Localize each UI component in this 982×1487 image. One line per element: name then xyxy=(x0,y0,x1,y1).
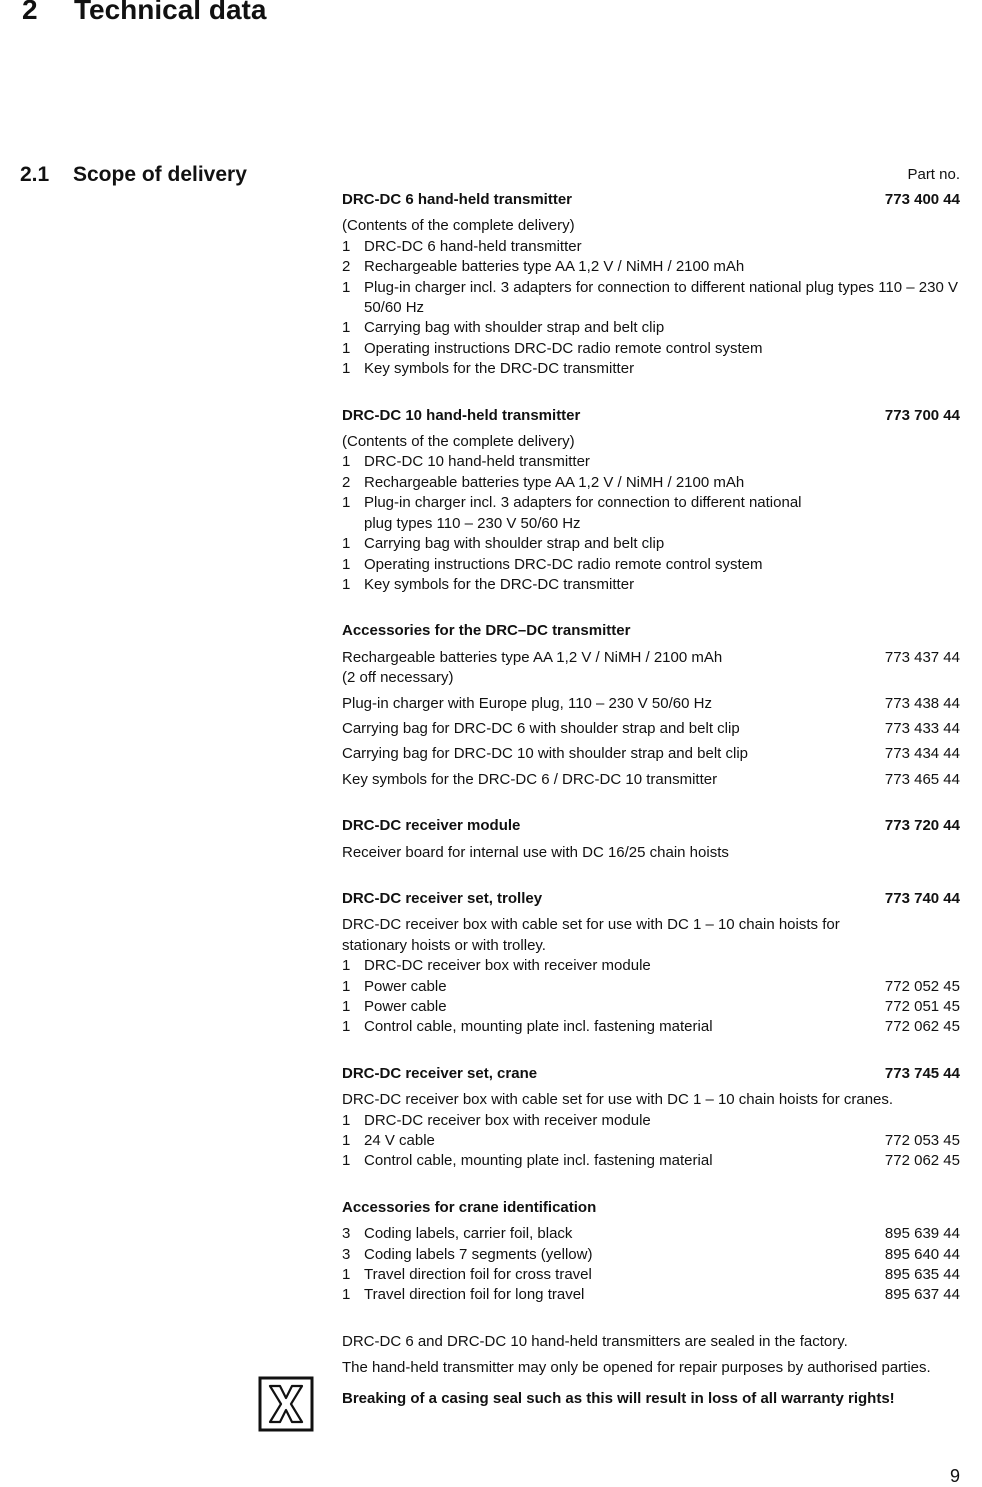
list-item xyxy=(342,956,960,976)
accessory-text: Rechargeable batteries type AA 1,2 V / NiMH / 2100 mAh xyxy=(342,648,723,666)
item-qty: 2 xyxy=(342,258,351,276)
item-text: Operating instructions DRC-DC radio remote control system xyxy=(364,339,763,357)
accessory-text: Key symbols for the DRC-DC 6 / DRC-DC 10 transmitter xyxy=(342,770,718,788)
item-text: Control cable, mounting plate incl. fastening material xyxy=(364,1152,713,1170)
receiver-crane-block xyxy=(342,1064,960,1172)
item-part-no: 895 639 44 xyxy=(884,1225,960,1243)
list-item xyxy=(342,1265,960,1285)
warranty-warning: Breaking of a casing seal such as this will result in loss of all warranty rights! xyxy=(342,1389,895,1407)
receiver-trolley-desc: DRC-DC receiver box with cable set for use with DC 1 – 10 chain hoists for stationary hoists or with trolley. xyxy=(342,916,840,954)
receiver-crane-part-no: 773 745 44 xyxy=(884,1064,960,1082)
item-qty: 1 xyxy=(342,1111,351,1129)
receiver-crane-desc: DRC-DC receiver box with cable set for use with DC 1 – 10 chain hoists for cranes. xyxy=(342,1091,894,1109)
accessory-part-no: 773 434 44 xyxy=(884,745,960,763)
item-qty: 2 xyxy=(342,473,351,491)
receiver-trolley-block xyxy=(342,889,960,1038)
item-text: Power cable xyxy=(364,998,447,1015)
item-qty: 1 xyxy=(342,1266,351,1284)
accessory-row xyxy=(342,694,960,714)
accessory-row xyxy=(342,719,960,739)
accessory-part-no: 773 465 44 xyxy=(884,770,960,788)
section-number: 2.1 xyxy=(20,163,50,186)
receiver-crane-title: DRC-DC receiver set, crane xyxy=(342,1064,538,1082)
receiver-module-desc: Receiver board for internal use with DC 16/25 chain hoists xyxy=(342,843,729,861)
accessories-crane-block xyxy=(342,1198,960,1306)
list-item xyxy=(342,1151,960,1171)
item-text: Key symbols for the DRC-DC transmitter xyxy=(364,360,635,378)
item-text: Key symbols for the DRC-DC transmitter xyxy=(364,575,635,593)
list-item xyxy=(342,473,960,493)
item-text: Plug-in charger incl. 3 adapters for connection to different national plug types 110 – 230 V 50/60 Hz xyxy=(364,278,958,317)
list-item xyxy=(342,555,960,575)
list-item xyxy=(342,977,960,997)
list-item xyxy=(342,318,960,338)
item-part-no: 772 051 45 xyxy=(884,998,960,1015)
receiver-trolley-heading xyxy=(342,889,960,909)
item-part-no: 772 062 45 xyxy=(884,1018,960,1036)
transmitter6-heading xyxy=(342,190,960,210)
item-text: 24 V cable xyxy=(364,1132,435,1150)
accessories-transmitter-heading xyxy=(342,621,960,641)
item-part-no: 772 052 45 xyxy=(884,977,960,995)
list-item xyxy=(342,452,960,472)
item-text: Travel direction foil for long travel xyxy=(364,1286,585,1304)
transmitter6-part-no: 773 400 44 xyxy=(884,191,960,208)
item-qty: 3 xyxy=(342,1245,351,1263)
item-text: Carrying bag with shoulder strap and belt clip xyxy=(364,319,665,337)
list-item xyxy=(342,237,960,257)
list-item xyxy=(342,997,960,1017)
item-text: DRC-DC 10 hand-held transmitter xyxy=(364,453,590,471)
item-part-no: 895 637 44 xyxy=(884,1286,960,1304)
receiver-trolley-title: DRC-DC receiver set, trolley xyxy=(342,889,543,907)
transmitter10-title: DRC-DC 10 hand-held transmitter xyxy=(342,406,581,424)
receiver-module-title: DRC-DC receiver module xyxy=(342,817,521,835)
item-qty: 1 xyxy=(342,339,351,357)
receiver-module-block xyxy=(342,816,960,863)
item-qty: 1 xyxy=(342,535,351,553)
accessories-transmitter-title: Accessories for the DRC–DC transmitter xyxy=(342,622,631,640)
transmitter10-block xyxy=(342,406,960,596)
chapter-title: Technical data xyxy=(74,0,267,25)
list-item xyxy=(342,534,960,554)
accessory-row xyxy=(342,744,960,764)
item-qty: 1 xyxy=(342,1286,351,1304)
item-qty: 1 xyxy=(342,998,351,1015)
item-part-no: 772 053 45 xyxy=(884,1132,960,1150)
seal-note xyxy=(342,1332,960,1409)
item-text: Rechargeable batteries type AA 1,2 V / NiMH / 2100 mAh xyxy=(364,473,745,491)
item-qty: 1 xyxy=(342,1152,351,1170)
item-qty: 1 xyxy=(342,575,351,593)
receiver-crane-heading xyxy=(342,1064,960,1084)
item-qty: 1 xyxy=(342,278,351,296)
accessory-row xyxy=(342,648,960,689)
receiver-module-heading xyxy=(342,816,960,836)
transmitter6-intro: (Contents of the complete delivery) xyxy=(342,217,575,235)
item-part-no xyxy=(872,956,960,976)
chapter-number: 2 xyxy=(22,0,38,25)
item-qty: 1 xyxy=(342,1018,351,1036)
transmitter10-intro: (Contents of the complete delivery) xyxy=(342,433,575,451)
item-qty: 1 xyxy=(342,1132,351,1150)
item-text: DRC-DC receiver box with receiver module xyxy=(364,957,651,975)
accessory-text: Plug-in charger with Europe plug, 110 – 230 V 50/60 Hz xyxy=(342,694,712,712)
accessory-part-no: 773 438 44 xyxy=(884,694,960,712)
list-item xyxy=(342,1285,960,1305)
list-item xyxy=(342,1111,960,1131)
item-text: Travel direction foil for cross travel xyxy=(364,1266,592,1284)
item-qty: 1 xyxy=(342,360,351,378)
list-item xyxy=(342,359,960,379)
item-part-no: 895 640 44 xyxy=(884,1245,960,1263)
item-text: DRC-DC receiver box with receiver module xyxy=(364,1111,651,1129)
section-title: Scope of delivery xyxy=(73,163,247,186)
accessory-part-no: 773 433 44 xyxy=(884,719,960,737)
no-opening-seal-icon xyxy=(258,1376,314,1432)
accessories-crane-title: Accessories for crane identification xyxy=(342,1198,597,1216)
item-part-no xyxy=(872,1111,960,1131)
receiver-module-part-no: 773 720 44 xyxy=(884,817,960,835)
item-text: Rechargeable batteries type AA 1,2 V / NiMH / 2100 mAh xyxy=(364,258,745,276)
list-item xyxy=(342,575,960,595)
item-qty: 1 xyxy=(342,453,351,471)
note-line-2: The hand-held transmitter may only be opened for repair purposes by authorised parties. xyxy=(342,1359,931,1377)
item-text: Control cable, mounting plate incl. fastening material xyxy=(364,1018,713,1036)
item-text: Carrying bag with shoulder strap and belt clip xyxy=(364,535,665,553)
list-item xyxy=(342,278,960,319)
item-qty: 1 xyxy=(342,237,351,255)
transmitter10-part-no: 773 700 44 xyxy=(884,406,960,424)
transmitter6-block xyxy=(342,190,960,380)
receiver-trolley-part-no: 773 740 44 xyxy=(884,889,960,907)
accessory-text-note: (2 off necessary) xyxy=(342,669,454,687)
accessory-text: Carrying bag for DRC-DC 10 with shoulder strap and belt clip xyxy=(342,745,749,763)
transmitter10-heading xyxy=(342,406,960,426)
delivery-content xyxy=(342,190,960,1415)
part-no-header: Part no. xyxy=(907,166,960,183)
list-item xyxy=(342,1245,960,1265)
list-item xyxy=(342,1017,960,1037)
list-item xyxy=(342,493,960,534)
accessory-row xyxy=(342,770,960,790)
item-part-no: 895 635 44 xyxy=(884,1266,960,1284)
item-qty: 1 xyxy=(342,555,351,573)
item-qty: 1 xyxy=(342,977,351,995)
item-text: Coding labels 7 segments (yellow) xyxy=(364,1245,593,1263)
item-part-no: 772 062 45 xyxy=(884,1152,960,1170)
accessories-transmitter-block xyxy=(342,621,960,790)
item-qty: 3 xyxy=(342,1225,351,1243)
list-item xyxy=(342,339,960,359)
item-text: Plug-in charger incl. 3 adapters for connection to different national plug types 110 – 230 V 50/60 Hz xyxy=(364,494,802,532)
list-item xyxy=(342,1224,960,1244)
item-text: DRC-DC 6 hand-held transmitter xyxy=(364,237,582,255)
item-text: Coding labels, carrier foil, black xyxy=(364,1225,573,1243)
item-text: Power cable xyxy=(364,977,447,995)
accessories-crane-heading xyxy=(342,1198,960,1218)
item-qty: 1 xyxy=(342,319,351,337)
item-qty: 1 xyxy=(342,494,351,512)
note-line-1: DRC-DC 6 and DRC-DC 10 hand-held transmitters are sealed in the factory. xyxy=(342,1332,848,1350)
list-item xyxy=(342,257,960,277)
accessory-part-no: 773 437 44 xyxy=(884,648,960,666)
list-item xyxy=(342,1131,960,1151)
item-qty: 1 xyxy=(342,957,351,975)
accessory-text: Carrying bag for DRC-DC 6 with shoulder strap and belt clip xyxy=(342,719,740,737)
item-text: Operating instructions DRC-DC radio remote control system xyxy=(364,555,763,573)
page-number: 9 xyxy=(949,1466,960,1486)
transmitter6-title: DRC-DC 6 hand-held transmitter xyxy=(342,191,573,208)
